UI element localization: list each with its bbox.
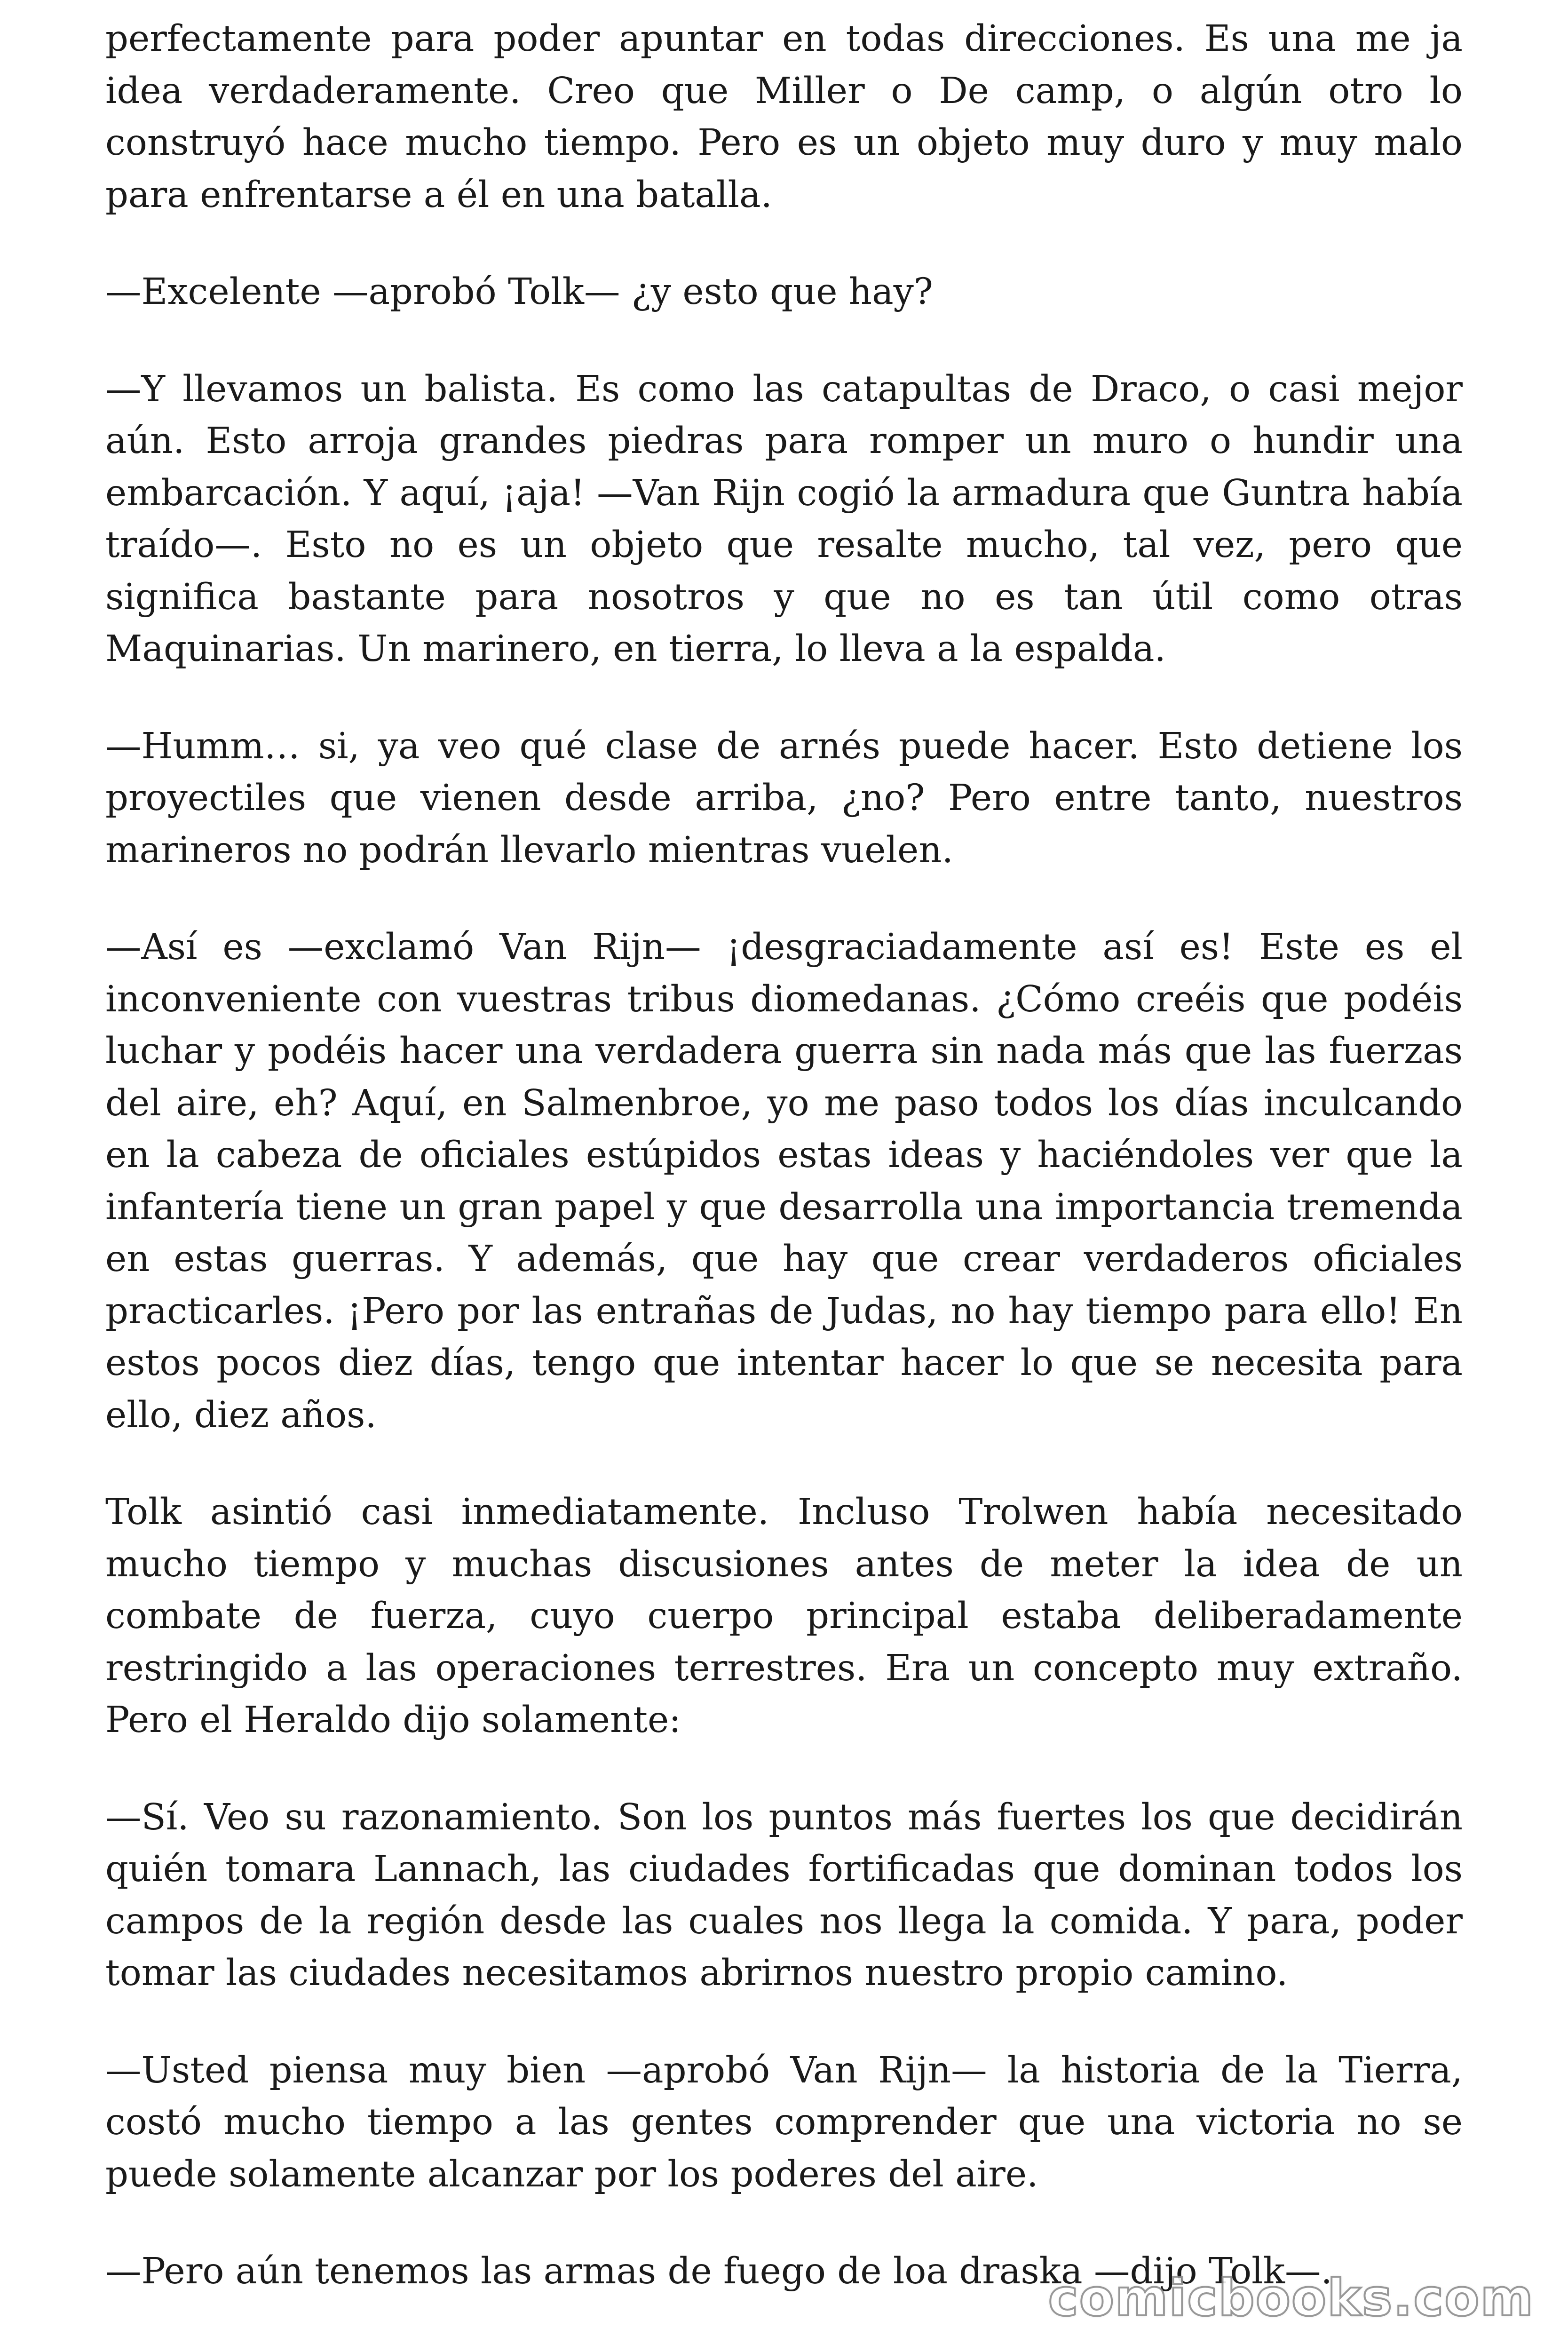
paragraph: perfectamente para poder apuntar en todas direcciones. Es una me ja idea verdaderamente. Creo que Miller o De camp, o algún otro lo construyó hace mucho tiempo. Pero es un objeto muy duro y muy malo para enfrentarse a él en una batalla. bbox=[105, 18, 1463, 216]
watermark-logo: comicbooks.com bbox=[1048, 2269, 1534, 2328]
paragraph: Tolk asintió casi inmediatamente. Incluso Trolwen había necesitado mucho tiempo y muchas discusiones antes de meter la idea de un combate de fuerza, cuyo cuerpo principal estaba deliberadamente restringido a las operaciones terrestres. Era un concepto muy extraño. Pero el Heraldo dijo solamente: bbox=[105, 1491, 1463, 1741]
paragraph: —Excelente —aprobó Tolk— ¿y esto que hay? bbox=[105, 271, 933, 313]
paragraph: —Usted piensa muy bien —aprobó Van Rijn— la historia de la Tierra, costó mucho tiempo a las gentes comprender que una victoria no se puede solamente alcanzar por los poderes del aire. bbox=[105, 2049, 1463, 2195]
paragraph: —Pero aún tenemos las armas de fuego de loa draska —dijo Tolk—. bbox=[105, 2250, 1332, 2292]
paragraph: —Y llevamos un balista. Es como las catapultas de Draco, o casi mejor aún. Esto arroja grandes piedras para romper un muro o hundir una embarcación. Y aquí, ¡aja! —Van Rijn cogió la armadura que Guntra había traído—. Esto no es un objeto que resalte mucho, tal vez, pero que significa bastante para nosotros y que no es tan útil como otras Maquinarias. Un marinero, en tierra, lo lleva a la espalda. bbox=[105, 368, 1463, 670]
paragraph: —Sí. Veo su razonamiento. Son los puntos más fuertes los que decidirán quién tomara Lannach, las ciudades fortificadas que dominan todos los campos de la región desde las cuales nos llega la comida. Y para, poder tomar las ciudades necesitamos abrirnos nuestro propio camino. bbox=[105, 1796, 1463, 1994]
paragraph: —Humm… si, ya veo qué clase de arnés puede hacer. Esto detiene los proyectiles que vienen desde arriba, ¿no? Pero entre tanto, nuestros marineros no podrán llevarlo mientras vuelen. bbox=[105, 725, 1463, 871]
page-text bbox=[105, 13, 1463, 2298]
paragraph: —Así es —exclamó Van Rijn— ¡desgraciadamente así es! Este es el inconveniente con vuestras tribus diomedanas. ¿Cómo creéis que podéis luchar y podéis hacer una verdadera guerra sin nada más que las fuerzas del aire, eh? Aquí, en Salmenbroe, yo me paso todos los días inculcando en la cabeza de oficiales estúpidos estas ideas y haciéndoles ver que la infantería tiene un gran papel y que desarrolla una importancia tremenda en estas guerras. Y además, que hay que crear verdaderos oficiales practicarles. ¡Pero por las entrañas de Judas, no hay tiempo para ello! En estos pocos diez días, tengo que intentar hacer lo que se necesita para ello, diez años. bbox=[105, 926, 1463, 1436]
